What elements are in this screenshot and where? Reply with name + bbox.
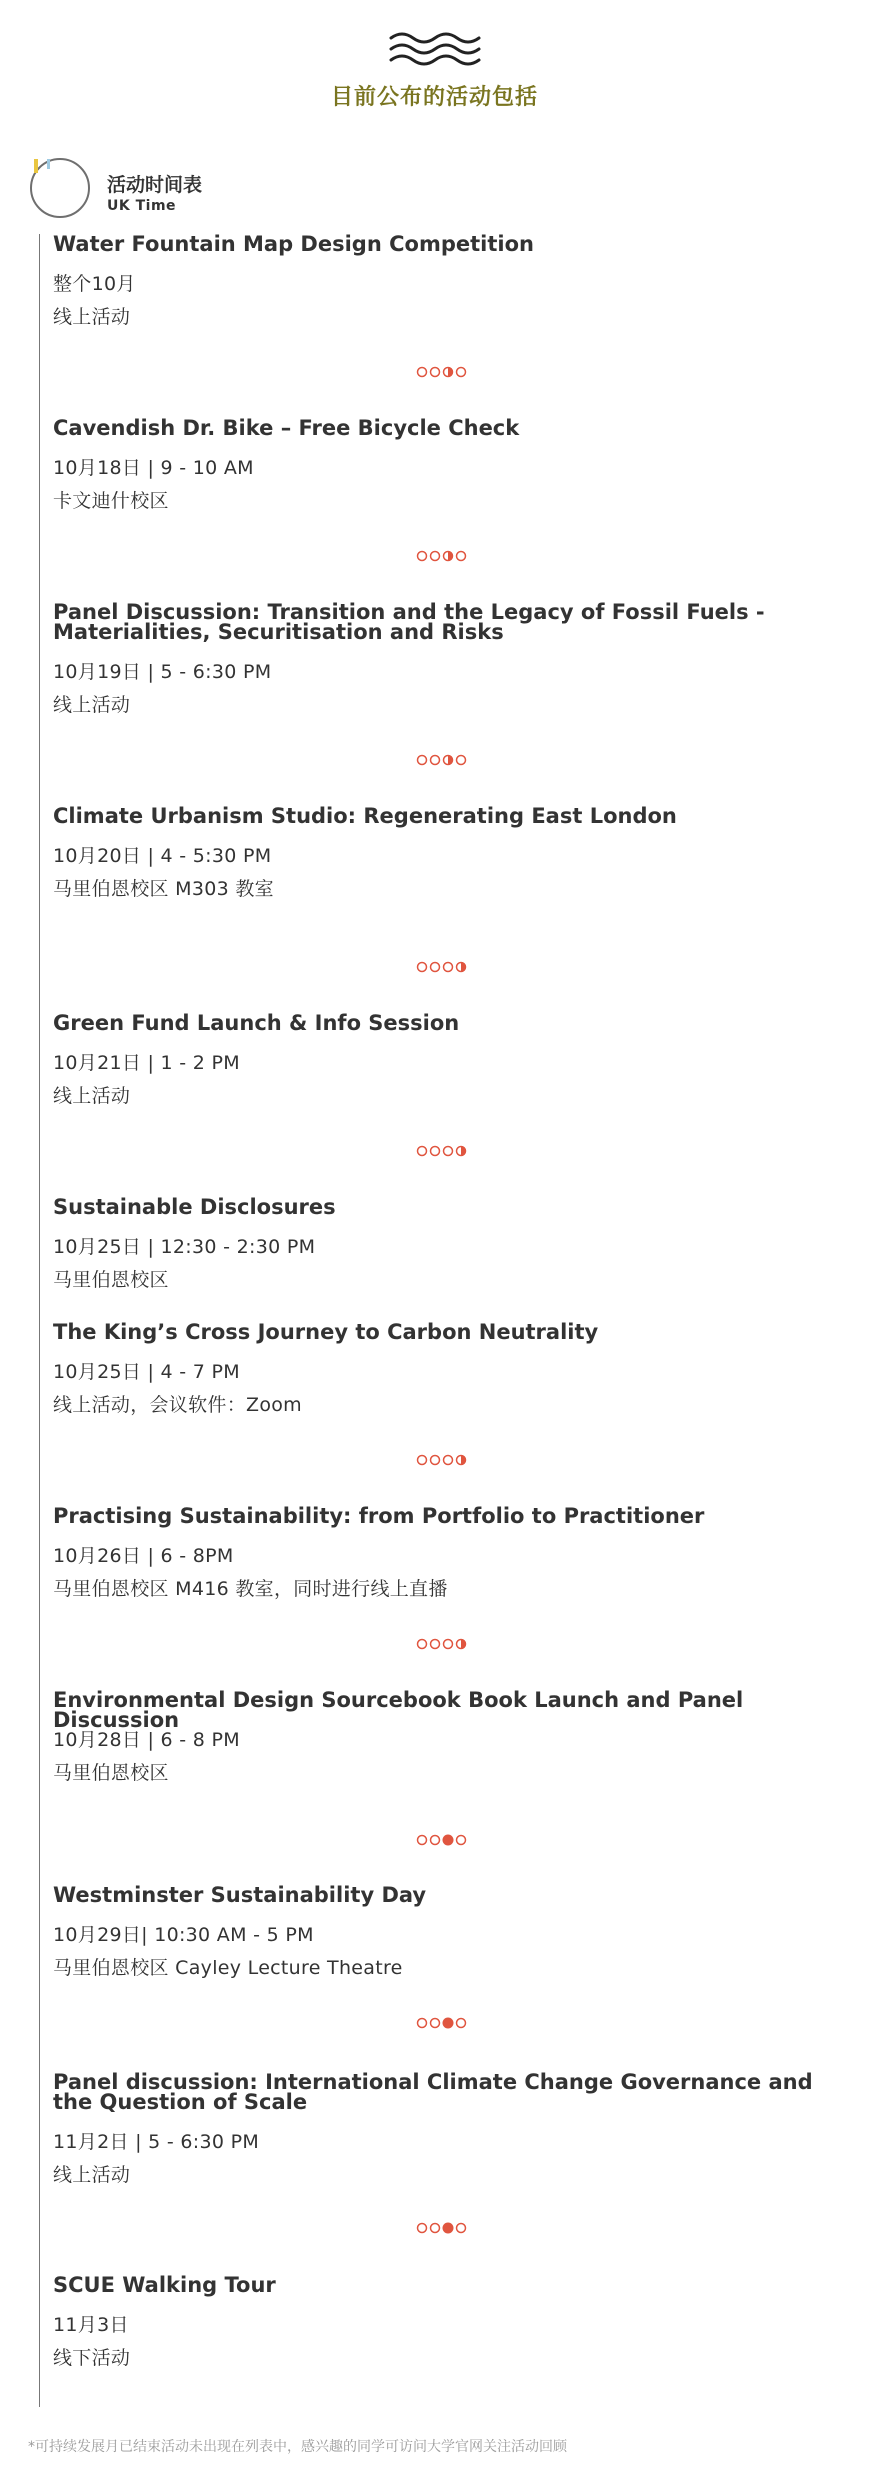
wave-icon — [389, 30, 481, 66]
event-location: 马里伯恩校区 M303 教室 — [53, 878, 274, 900]
event-title: Panel discussion: International Climate Change Governance and the Question of Scale — [53, 2070, 820, 2114]
schedule-badge-icon — [30, 158, 90, 218]
event-date: 11月2日 | 5 - 6:30 PM — [53, 2131, 260, 2153]
event-date: 10月26日 | 6 - 8PM — [53, 1545, 234, 1567]
page-title: 目前公布的活动包括 — [330, 85, 538, 110]
event-location: 马里伯恩校区 — [53, 1269, 169, 1291]
event-title: The King’s Cross Journey to Carbon Neutrality — [53, 1320, 599, 1344]
badge-accent-yellow — [34, 159, 38, 173]
event-location: 线上活动，会议软件：Zoom — [53, 1394, 302, 1416]
divider-dots-icon — [416, 754, 470, 766]
badge-accent-blue — [47, 159, 50, 169]
event-date: 11月3日 — [53, 2314, 129, 2336]
divider-dots-icon — [416, 2222, 470, 2234]
schedule-subtitle: UK Time — [107, 198, 177, 214]
event-title: Panel Discussion: Transition and the Legacy of Fossil Fuels - Materialities, Securitisation and Risks — [53, 600, 772, 644]
event-location: 线上活动 — [53, 306, 131, 328]
event-location: 线上活动 — [53, 694, 131, 716]
divider-dots-icon — [416, 1834, 470, 1846]
event-date: 10月28日 | 6 - 8 PM — [53, 1729, 240, 1751]
event-location: 线下活动 — [53, 2347, 131, 2369]
divider-dots-icon — [416, 1638, 470, 1650]
divider-dots-icon — [416, 961, 470, 973]
event-date: 10月18日 | 9 - 10 AM — [53, 457, 254, 479]
event-title: Westminster Sustainability Day — [53, 1883, 427, 1907]
event-location: 线上活动 — [53, 1085, 131, 1107]
event-title: SCUE Walking Tour — [53, 2273, 276, 2297]
event-date: 整个10月 — [53, 273, 136, 295]
divider-dots-icon — [416, 1145, 470, 1157]
event-date: 10月25日 | 4 - 7 PM — [53, 1361, 240, 1383]
event-location: 马里伯恩校区 M416 教室，同时进行线上直播 — [53, 1578, 448, 1600]
event-location: 马里伯恩校区 — [53, 1762, 169, 1784]
divider-dots-icon — [416, 366, 470, 378]
footer-note: *可持续发展月已结束活动未出现在列表中，感兴趣的同学可访问大学官网关注活动回顾 — [28, 2439, 567, 2455]
event-location: 卡文迪什校区 — [53, 490, 169, 512]
event-title: Cavendish Dr. Bike – Free Bicycle Check — [53, 416, 520, 440]
event-date: 10月29日| 10:30 AM - 5 PM — [53, 1924, 314, 1946]
event-title: Sustainable Disclosures — [53, 1195, 336, 1219]
event-location: 马里伯恩校区 Cayley Lecture Theatre — [53, 1957, 403, 1979]
timeline-line-2 — [39, 934, 40, 1819]
event-date: 10月20日 | 4 - 5:30 PM — [53, 845, 272, 867]
schedule-title: 活动时间表 — [107, 174, 203, 196]
timeline-line-1 — [39, 234, 40, 934]
event-title: Climate Urbanism Studio: Regenerating East London — [53, 804, 677, 828]
event-title: Practising Sustainability: from Portfolio to Practitioner — [53, 1504, 705, 1528]
event-date: 10月21日 | 1 - 2 PM — [53, 1052, 240, 1074]
event-title: Environmental Design Sourcebook Book Launch and Panel Discussion — [53, 1688, 751, 1732]
event-date: 10月19日 | 5 - 6:30 PM — [53, 661, 272, 683]
event-date: 10月25日 | 12:30 - 2:30 PM — [53, 1236, 316, 1258]
divider-dots-icon — [416, 2017, 470, 2029]
divider-dots-icon — [416, 1454, 470, 1466]
timeline-line-3 — [39, 1819, 40, 2407]
event-location: 线上活动 — [53, 2164, 131, 2186]
divider-dots-icon — [416, 550, 470, 562]
event-title: Green Fund Launch & Info Session — [53, 1011, 460, 1035]
event-title: Water Fountain Map Design Competition — [53, 232, 534, 256]
